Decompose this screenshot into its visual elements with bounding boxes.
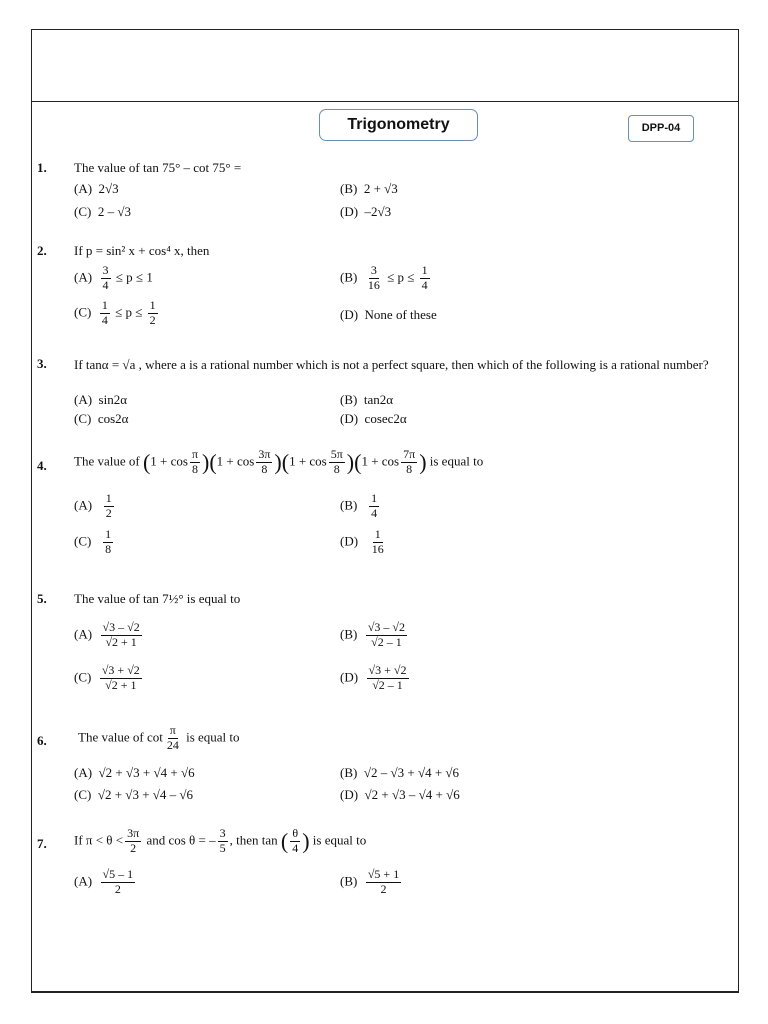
option-c: (C) $\frac{1}{4}$ ≤ p ≤ $\frac{1}{2}$	[74, 298, 156, 327]
option-b: (B) $\frac{1}{4}$	[340, 491, 378, 520]
option-a: (A) $\frac{√5 - 1}{2}$	[74, 867, 134, 896]
option-d: (D) cosec2α	[340, 411, 407, 426]
question-stem: The value of (1 + cos $\frac{\pi}{8}$ )(1 + cos $\frac{3\pi}{8}$ )(1 + cos $\frac{5\pi}{8}$ )(1 + cos $\frac{7\pi}{8}$ ) is equal to	[74, 447, 484, 476]
option-d: (D) √2 + √3 – √4 + √6	[340, 787, 460, 802]
question-stem: If tanα = √a , where a is a rational number which is not a perfect square, then which of the following is a rational number?	[74, 357, 709, 372]
question-stem: The value of tan 7½° is equal to	[74, 591, 241, 606]
footer-divider	[31, 991, 739, 993]
option-a: (A) $\frac{√3 - √2}{√2 + 1}$	[74, 620, 140, 649]
question-stem: If p = sin² x + cos⁴ x, then	[74, 243, 210, 258]
question-number: 2.	[37, 243, 47, 258]
option-b: (B) 2 + √3	[340, 181, 398, 196]
question-stem: The value of cot $\frac{\pi}{24}$ is equal to	[78, 723, 240, 752]
page-title: Trigonometry	[319, 109, 478, 141]
option-b: (B) $\frac{√3 - √2}{√2 - 1}$	[340, 620, 406, 649]
option-a: (A) √2 + √3 + √4 + √6	[74, 765, 195, 780]
header-divider	[31, 101, 739, 102]
question-stem: The value of tan 75° – cot 75° =	[74, 160, 242, 175]
option-c: (C) 2 – √3	[74, 204, 131, 219]
option-c: (C) $\frac{1}{8}$	[74, 527, 112, 556]
option-d: (D) $\frac{√3 + √2}{√2 - 1}$	[340, 663, 407, 692]
option-b: (B) $\frac{√5 + 1}{2}$	[340, 867, 400, 896]
question-number: 6.	[37, 733, 47, 748]
option-d: (D) $\frac{1}{16}$	[340, 527, 384, 556]
dpp-code-badge: DPP-04	[628, 115, 694, 142]
option-b: (B) tan2α	[340, 392, 394, 407]
option-d: (D) –2√3	[340, 204, 392, 219]
option-a: (A) $\frac{3}{4}$ ≤ p ≤ 1	[74, 263, 153, 292]
option-b: (B) $\frac{3}{16}$ ≤ p ≤ $\frac{1}{4}$	[340, 263, 428, 292]
option-a: (A) $\frac{1}{2}$	[74, 491, 112, 520]
option-a: (A) 2√3	[74, 181, 119, 196]
option-c: (C) √2 + √3 + √4 – √6	[74, 787, 194, 802]
question-number: 1.	[37, 160, 47, 175]
option-a: (A) sin2α	[74, 392, 128, 407]
question-number: 5.	[37, 591, 47, 606]
option-c: (C) cos2α	[74, 411, 129, 426]
option-c: (C) $\frac{√3 + √2}{√2 + 1}$	[74, 663, 140, 692]
option-d: (D) None of these	[340, 307, 437, 322]
question-number: 4.	[37, 458, 47, 473]
option-b: (B) √2 – √3 + √4 + √6	[340, 765, 460, 780]
question-number: 7.	[37, 836, 47, 851]
question-number: 3.	[37, 356, 47, 371]
question-stem: If π < θ < $\frac{3\pi}{2}$ and cos θ = – $\frac{3}{5}$ , then tan ( $\frac{\theta}{4}$ ) is equal to	[74, 826, 367, 855]
